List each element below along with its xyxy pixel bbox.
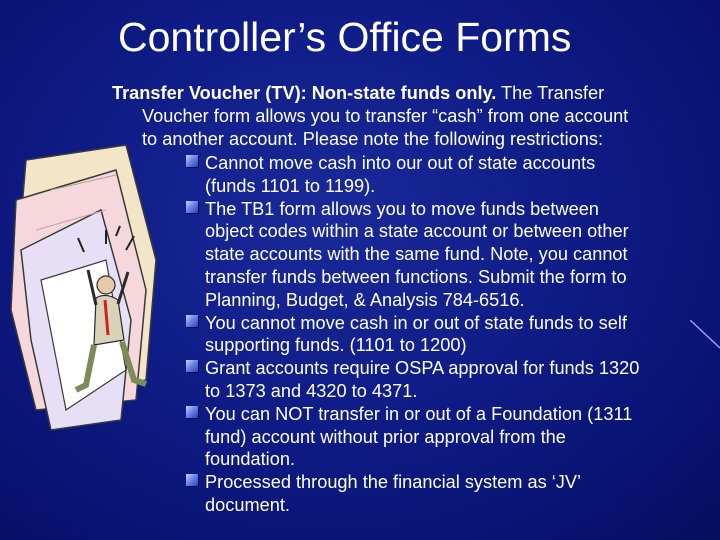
intro-line1-rest: The Transfer xyxy=(496,83,605,103)
bullet-line: state accounts with the same fund. Note, you cannot xyxy=(205,244,628,265)
bullet-line: transfer funds between functions. Submit the form to xyxy=(205,266,627,287)
bullet-line: fund) account without prior approval from the xyxy=(205,426,566,447)
bullet-line: to 1373 and 4320 to 4371. xyxy=(205,380,418,401)
bullet-marker xyxy=(186,474,198,486)
list-item xyxy=(182,403,702,471)
list-item xyxy=(182,312,702,358)
bullet-line: (funds 1101 to 1199). xyxy=(205,175,376,196)
bullet-marker xyxy=(186,155,198,167)
intro-lead: Transfer Voucher (TV): Non-state funds only. xyxy=(112,83,497,103)
list-item xyxy=(182,152,702,198)
page-title: Controller’s Office Forms xyxy=(118,14,572,60)
bullet-line: supporting funds. (1101 to 1200) xyxy=(205,335,467,356)
bullet-line: foundation. xyxy=(205,449,296,470)
bullet-line: Cannot move cash into our out of state accounts xyxy=(205,153,596,173)
bullet-line: You can NOT transfer in or out of a Foundation (1311 xyxy=(205,403,633,424)
bullet-marker xyxy=(186,360,198,372)
bullet-marker xyxy=(186,315,198,327)
list-item xyxy=(182,471,702,517)
bullet-line: Grant accounts require OSPA approval for funds 1320 xyxy=(205,358,640,379)
intro-line2: Voucher form allows you to transfer “cash” from one account xyxy=(142,105,629,126)
bullet-line: The TB1 form allows you to move funds between xyxy=(205,198,599,219)
list-item xyxy=(182,198,702,312)
bullet-line: You cannot move cash in or out of state funds to self xyxy=(205,312,627,333)
bullet-line: object codes within a state account or between other xyxy=(205,221,629,242)
list-item xyxy=(182,357,702,403)
intro-paragraph xyxy=(112,82,702,150)
intro-line3: to another account. Please note the following restrictions: xyxy=(142,128,604,149)
bullet-line: document. xyxy=(205,494,290,515)
restrictions-list xyxy=(182,152,702,517)
bullet-line: Planning, Budget, & Analysis 784-6516. xyxy=(205,289,525,310)
bullet-line: Processed through the financial system as ‘JV’ xyxy=(205,472,582,493)
bullet-marker xyxy=(186,406,198,418)
bullet-marker xyxy=(186,201,198,213)
stressed-person-with-papers-icon xyxy=(6,140,176,440)
